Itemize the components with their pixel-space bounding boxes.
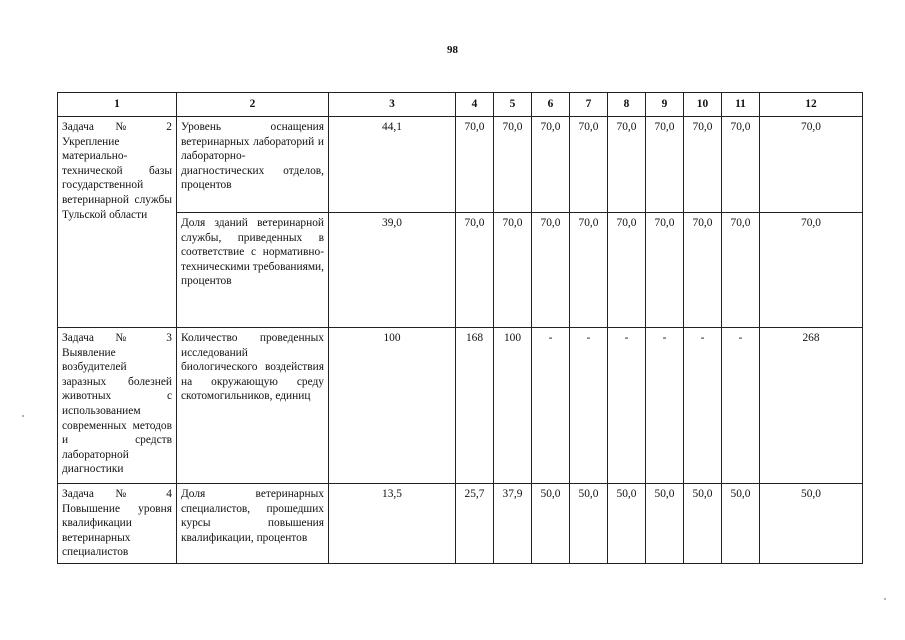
value-cell: 70,0 [494,117,532,213]
task-cell: Задача № 2 Укрепление материально-технической базы государственной ветеринарной службы Тульской области [58,117,177,328]
value-cell: 70,0 [722,213,760,328]
value-cell: 50,0 [532,484,570,564]
column-header: 6 [532,93,570,117]
column-header: 8 [608,93,646,117]
value-cell: 25,7 [456,484,494,564]
column-header: 5 [494,93,532,117]
value-cell: 70,0 [646,117,684,213]
value-cell: 70,0 [684,213,722,328]
indicator-cell: Доля зданий ветеринарной службы, приведенных в соответствие с нормативно-техническими требованиями, процентов [177,213,329,328]
value-cell: 70,0 [760,213,863,328]
value-cell: 70,0 [456,213,494,328]
value-cell: 70,0 [608,213,646,328]
value-cell: 70,0 [646,213,684,328]
header-row [58,93,863,117]
value-cell: 70,0 [532,213,570,328]
value-cell: 268 [760,328,863,484]
column-header: 12 [760,93,863,117]
value-cell: 70,0 [532,117,570,213]
column-header: 3 [329,93,456,117]
value-cell: 70,0 [570,213,608,328]
value-cell: 70,0 [608,117,646,213]
column-header: 9 [646,93,684,117]
column-header: 10 [684,93,722,117]
column-header: 2 [177,93,329,117]
value-cell: 70,0 [570,117,608,213]
value-cell: - [570,328,608,484]
table-row [58,213,863,328]
value-cell: 50,0 [760,484,863,564]
task-cell: Задача № 4 Повышение уровня квалификации ветеринарных специалистов [58,484,177,564]
column-header: 11 [722,93,760,117]
value-cell: - [684,328,722,484]
indicator-cell: Доля ветеринарных специалистов, прошедших курсы повышения квалификации, процентов [177,484,329,564]
table-row [58,117,863,213]
column-header: 1 [58,93,177,117]
value-cell: - [608,328,646,484]
value-cell: 100 [329,328,456,484]
column-header: 4 [456,93,494,117]
value-cell: 50,0 [684,484,722,564]
scan-speck [22,415,24,417]
page-number: 98 [447,44,458,56]
value-cell: 37,9 [494,484,532,564]
value-cell: 168 [456,328,494,484]
value-cell: 100 [494,328,532,484]
indicator-cell: Количество проведенных исследований биологического воздействия на окружающую среду скотомогильников, единиц [177,328,329,484]
scan-speck [884,598,886,600]
table-row [58,328,863,484]
value-cell: 13,5 [329,484,456,564]
value-cell: 70,0 [722,117,760,213]
value-cell: - [722,328,760,484]
indicator-cell: Уровень оснащения ветеринарных лабораторий и лабораторно-диагностических отделов, процентов [177,117,329,213]
value-cell: - [532,328,570,484]
value-cell: 50,0 [570,484,608,564]
table-row [58,484,863,564]
value-cell: 70,0 [684,117,722,213]
column-header: 7 [570,93,608,117]
value-cell: 70,0 [456,117,494,213]
value-cell: 70,0 [760,117,863,213]
value-cell: 39,0 [329,213,456,328]
value-cell: 50,0 [646,484,684,564]
value-cell: 70,0 [494,213,532,328]
value-cell: 50,0 [722,484,760,564]
task-cell: Задача № 3 Выявление возбудителей заразных болезней животных с использованием современных методов и средств лабораторной диагностики [58,328,177,484]
value-cell: - [646,328,684,484]
value-cell: 44,1 [329,117,456,213]
indicators-table [57,92,863,564]
value-cell: 50,0 [608,484,646,564]
